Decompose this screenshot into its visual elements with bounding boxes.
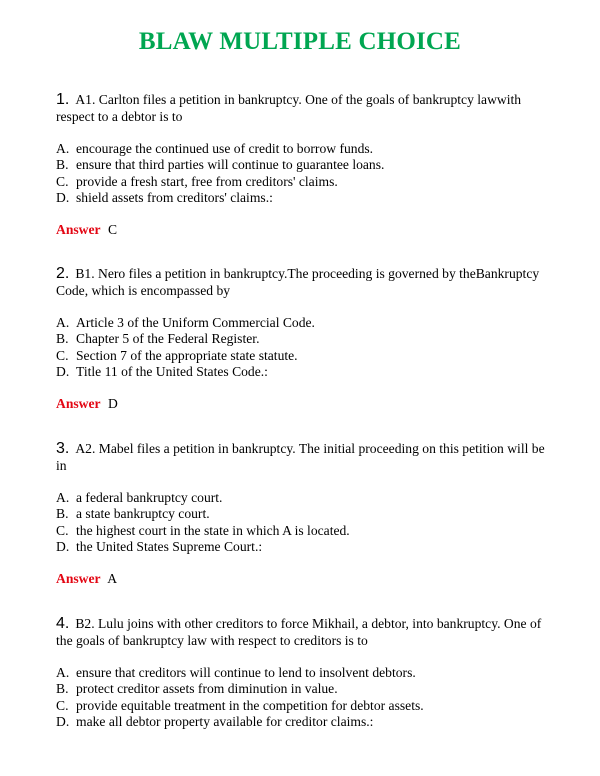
answer-label: Answer — [56, 570, 101, 586]
option-letter: D. — [56, 364, 70, 380]
option-text: encourage the continued use of credit to borrow funds. — [76, 141, 374, 156]
option-text: make all debtor property available for creditor claims.: — [76, 714, 374, 730]
option-letter: A. — [56, 665, 70, 680]
question-number: 4. — [56, 615, 70, 632]
answer-label: Answer — [56, 221, 101, 237]
question-text — [56, 440, 556, 474]
option-letter: C. — [56, 697, 69, 713]
option-text: provide equitable treatment in the competition for debtor assets. — [76, 697, 424, 713]
option-text: Section 7 of the appropriate state statute. — [76, 347, 298, 363]
option-letter: A. — [56, 490, 70, 505]
page-title: BLAW MULTIPLE CHOICE — [138, 28, 462, 55]
option-letter: B. — [56, 331, 69, 347]
answer-line — [56, 396, 556, 412]
option-letter: C. — [56, 522, 69, 538]
option-text: shield assets from creditors' claims.: — [76, 190, 273, 206]
options-list — [56, 490, 556, 556]
answer-label: Answer — [56, 395, 101, 411]
option-text: ensure that creditors will continue to lend to insolvent debtors. — [76, 665, 416, 680]
answer-value: C — [107, 221, 118, 237]
question-stem: A2. Mabel files a petition in bankruptcy. The initial proceeding on this petition will be in — [56, 441, 545, 473]
question-text — [56, 91, 556, 125]
options-list — [56, 141, 556, 207]
option-letter: D. — [56, 539, 70, 555]
option-letter: D. — [56, 714, 70, 730]
option-text: a federal bankruptcy court. — [76, 490, 223, 505]
answer-line — [56, 222, 556, 238]
option-c — [56, 698, 556, 714]
question-text — [56, 265, 556, 299]
question-number: 3. — [56, 440, 70, 457]
option-b — [56, 681, 556, 697]
option-letter: C. — [56, 173, 69, 189]
options-list — [56, 315, 556, 381]
option-letter: B. — [56, 506, 69, 522]
option-d — [56, 364, 556, 380]
option-text: Article 3 of the Uniform Commercial Code. — [76, 315, 315, 330]
option-d — [56, 190, 556, 206]
option-text: Chapter 5 of the Federal Register. — [76, 331, 260, 347]
option-text: ensure that third parties will continue to guarantee loans. — [76, 157, 385, 173]
option-text: protect creditor assets from diminution in value. — [76, 681, 338, 697]
answer-value: A — [107, 570, 118, 586]
option-text: the highest court in the state in which A is located. — [76, 522, 350, 538]
question-4 — [56, 615, 556, 731]
question-number: 1. — [56, 91, 70, 108]
option-a — [56, 665, 556, 681]
option-c — [56, 523, 556, 539]
option-b — [56, 506, 556, 522]
option-a — [56, 315, 556, 331]
option-a — [56, 490, 556, 506]
option-text: provide a fresh start, free from creditors' claims. — [76, 173, 338, 189]
option-a — [56, 141, 556, 157]
option-c — [56, 348, 556, 364]
options-list — [56, 665, 556, 731]
option-letter: D. — [56, 190, 70, 206]
question-stem: B1. Nero files a petition in bankruptcy.The proceeding is governed by theBankruptcy Code, which is encompassed by — [56, 266, 540, 298]
question-3 — [56, 440, 556, 587]
option-d — [56, 714, 556, 730]
question-2 — [56, 265, 556, 412]
option-letter: B. — [56, 157, 69, 173]
option-letter: B. — [56, 681, 69, 697]
option-c — [56, 174, 556, 190]
option-letter: A. — [56, 141, 70, 156]
option-text: the United States Supreme Court.: — [76, 539, 263, 555]
option-letter: A. — [56, 315, 70, 330]
option-b — [56, 157, 556, 173]
question-text — [56, 615, 556, 649]
question-stem: B2. Lulu joins with other creditors to force Mikhail, a debtor, into bankruptcy. One of the goals of bankruptcy law with respect to creditors is to — [56, 616, 542, 648]
question-stem: A1. Carlton files a petition in bankruptcy. One of the goals of bankruptcy lawwith respect to a debtor is to — [56, 92, 522, 124]
question-1 — [56, 91, 556, 238]
option-text: a state bankruptcy court. — [76, 506, 210, 522]
option-text: Title 11 of the United States Code.: — [76, 364, 268, 380]
answer-value: D — [107, 395, 118, 411]
option-d — [56, 539, 556, 555]
question-number: 2. — [56, 265, 70, 282]
answer-line — [56, 571, 556, 587]
option-b — [56, 331, 556, 347]
option-letter: C. — [56, 347, 69, 363]
